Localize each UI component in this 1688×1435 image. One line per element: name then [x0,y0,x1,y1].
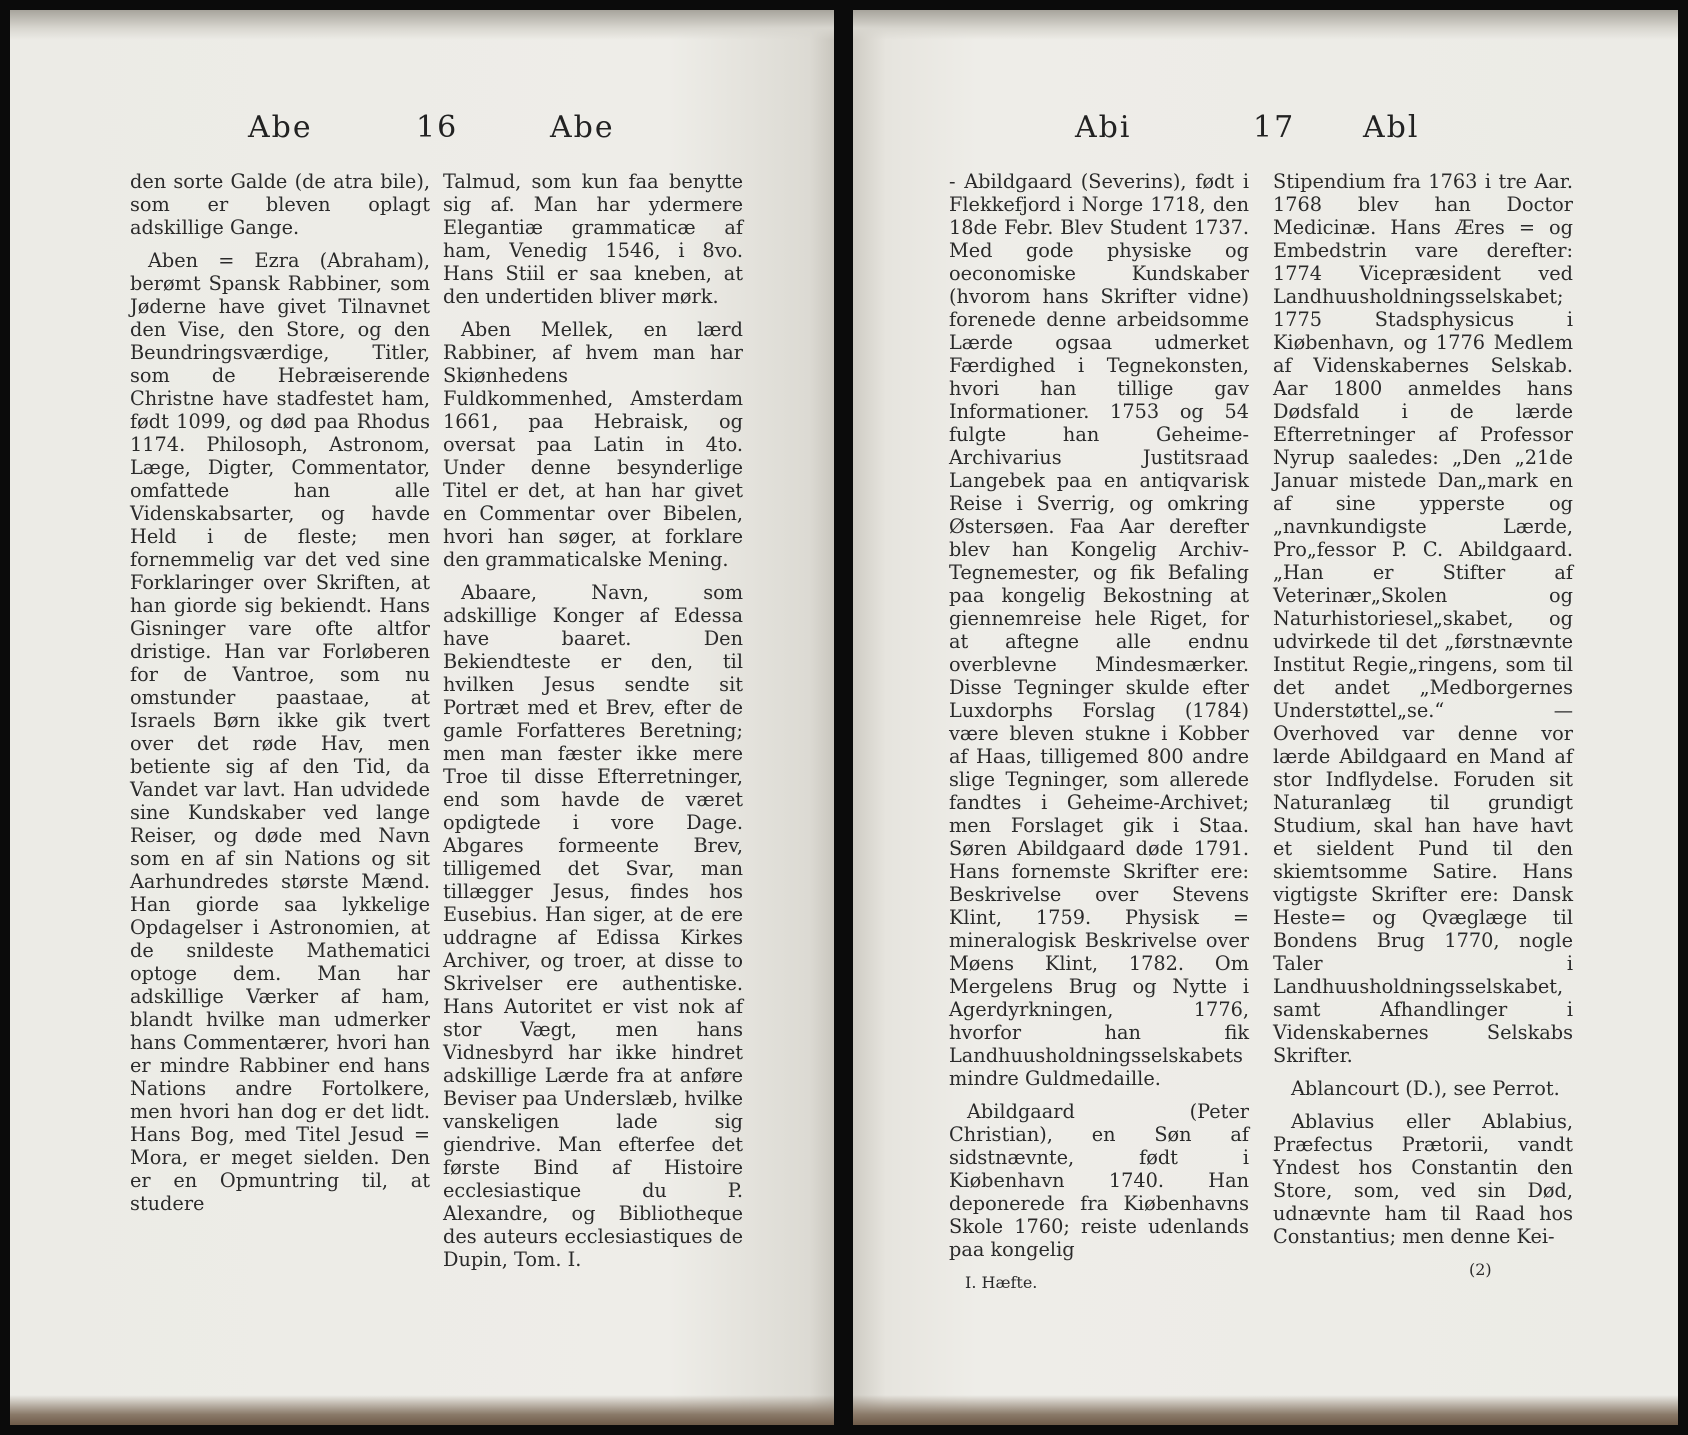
paragraph: Abaare, Navn, som adskillige Konger af Edessa have baaret. Den Bekiendteste er den, til hvilken Jesus sendte sit Portræt med et Brev, efter de gamle Forfatteres Beretning; men man fæster ikke mere Troe til disse Efterretninger, end som havde de været opdigtede i vore Dage. Abgares formeente Brev, tilligemed det Svar, man tillægger Jesus, findes hos Eusebius. Han siger, at de ere uddragne af Edissa Kirkes Archiver, og troer, at disse to Skrivelser ere authentiske. Hans Autoritet er vist nok af stor Vægt, men hans Vidnesbyrd har ikke hindret adskillige Lærde fra at anføre Beviser paa Underslæb, hvilke vanskeligen lade sig giendrive. Man efterfee det første Bind af Histoire ecclesiastique du P. Alexandre, og Bibliotheque des auteurs ecclesiastiques de Dupin, Tom. I. [443,581,743,1271]
paragraph: Talmud, som kun faa benytte sig af. Man har ydermere Elegantiæ grammaticæ af ham, Venedig 1546, i 8vo. Hans Stiil er saa kneben, at den undertiden bliver mørk. [443,170,743,308]
page-bottom-edge [853,1395,1678,1425]
right-page-column-2 [1273,170,1573,1291]
paragraph: Ablavius eller Ablabius, Præfectus Prætorii, vandt Yndest hos Constantin den Store, som, ved sin Død, udnævnte ham til Raad hos Constantius; men denne Kei- [1273,1110,1573,1248]
page-number: 16 [416,110,459,145]
left-page [10,10,834,1425]
left-page-column-2 [443,170,743,1281]
page-number: 17 [1253,110,1296,145]
signature-line [949,1271,1249,1294]
header-right-word: Abe [550,110,615,145]
paragraph: Ablancourt (D.), see Perrot. [1291,1077,1560,1100]
paragraph: Stipendium fra 1763 i tre Aar. 1768 blev han Doctor Medicinæ. Hans Æres = og Embedstrin vare derefter: 1774 Vicepræsident ved Landhuusholdningsselskabet; 1775 Stadsphysicus i Kiøbenhavn, og 1776 Medlem af Videnskabernes Selskab. Aar 1800 anmeldes hans Dødsfald i de lærde Efterretninger af Professor Nyrup saaledes: „Den „21de Januar mistede Dan„mark en af sine ypperste og „navnkundigste Lærde, Pro„fessor P. C. Abildgaard. „Han er Stifter af Veterinær„Skolen og Naturhistoriesel„skabet, og udvirkede til det „førstnævnte Institut Regie„ringens, som til det andet „Medborgernes Understøttel„se.“ — Overhoved var denne vor lærde Abildgaard en Mand af stor Indflydelse. Foruden sit Naturanlæg til grundigt Studium, skal han have havt et sieldent Pund til den skiemtsomme Satire. Hans vigtigste Skrifter ere: Dansk Heste= og Qvæglæge til Bondens Brug 1770, nogle Taler i Landhuusholdningsselskabet, samt Afhandlinger i Videnskabernes Selskabs Skrifter. [1273,170,1573,1067]
paragraph: Aben Mellek, en lærd Rabbiner, af hvem man har Skiønhedens Fuldkommenhed, Amsterdam 1661, paa Hebraisk, og oversat paa Latin in 4to. Under denne besynderlige Titel er det, at han har givet en Commentar over Bibelen, hvori han søger, at forklare den grammaticalske Mening. [443,318,743,571]
header-left-word: Abi [1075,110,1132,145]
page-top-shadow [10,10,834,40]
paragraph: den sorte Galde (de atra bile), som er bleven oplagt adskillige Gange. [130,170,430,239]
signature-mark-line [1273,1258,1573,1281]
right-page [853,10,1678,1425]
header-left-word: Abe [248,110,313,145]
page-top-shadow [853,10,1678,40]
right-page-column-1 [949,170,1249,1304]
paragraph: Abildgaard (Peter Christian), en Søn af sidstnævnte, født i Kiøbenhavn 1740. Han deponerede fra Kiøbenhavns Skole 1760; reiste udenlands paa kongelig [949,1100,1249,1261]
page-bottom-edge [10,1395,834,1425]
header-right-word: Abl [1363,110,1420,145]
signature-mark: (2) [1469,1260,1492,1279]
left-page-column-1 [130,170,430,1225]
paragraph: Aben = Ezra (Abraham), berømt Spansk Rabbiner, som Jøderne have givet Tilnavnet den Vise, den Store, og den Beundringsværdige, Titler, som de Hebræiserende Christne have stadfestet ham, født 1099, og død paa Rhodus 1174. Philosoph, Astronom, Læge, Digter, Commentator, omfattede han alle Videnskabsarter, og havde Held i de fleste; men fornemmelig var det ved sine Forklaringer over Skriften, at han giorde sig bekiendt. Hans Gisninger vare ofte altfor dristige. Han var Forløberen for de Vantroe, som nu omstunder paastaae, at Israels Børn ikke gik tvert over det røde Hav, men betiente sig af den Tid, da Vandet var lavt. Han udvidede sine Kundskaber ved lange Reiser, og døde med Navn som en af sin Nations og sit Aarhundredes største Mænd. Han giorde saa lykkelige Opdagelser i Astronomien, at de snildeste Mathematici optoge dem. Man har adskillige Værker af ham, blandt hvilke man udmerker hans Commentærer, hvori han er mindre Rabbiner end hans Nations andre Fortolkere, men hvori han dog er det lidt. Hans Bog, med Titel Jesud = Mora, er meget sielden. Den er en Opmuntring til, at studere [130,249,430,1215]
paragraph: - Abildgaard (Severins), født i Flekkefjord i Norge 1718, den 18de Febr. Blev Student 1737. Med gode physiske og oeconomiske Kundskaber (hvorom hans Skrifter vidne) forenede denne arbeidsomme Lærde ogsaa udmerket Færdighed i Tegnekonsten, hvori han tillige gav Informationer. 1753 og 54 fulgte han Geheime-Archivarius Justitsraad Langebek paa en antiqvarisk Reise i Sverrig, og omkring Østersøen. Faa Aar derefter blev han Kongelig Archiv-Tegnemester, og fik Befaling paa kongelig Bekostning at giennemreise hele Riget, for at aftegne alle endnu overblevne Mindesmærker. Disse Tegninger skulde efter Luxdorphs Forslag (1784) være bleven stukne i Kobber af Haas, tilligemed 800 andre slige Tegninger, som allerede fandtes i Geheime-Archivet; men Forslaget gik i Staa. Søren Abildgaard døde 1791. Hans fornemste Skrifter ere: Beskrivelse over Stevens Klint, 1759. Physisk = mineralogisk Beskrivelse over Møens Klint, 1782. Om Mergelens Brug og Nytte i Agerdyrkningen, 1776, hvorfor han fik Landhuusholdningsselskabets mindre Guldmedaille. [949,170,1249,1090]
signature: I. Hæfte. [965,1273,1038,1292]
